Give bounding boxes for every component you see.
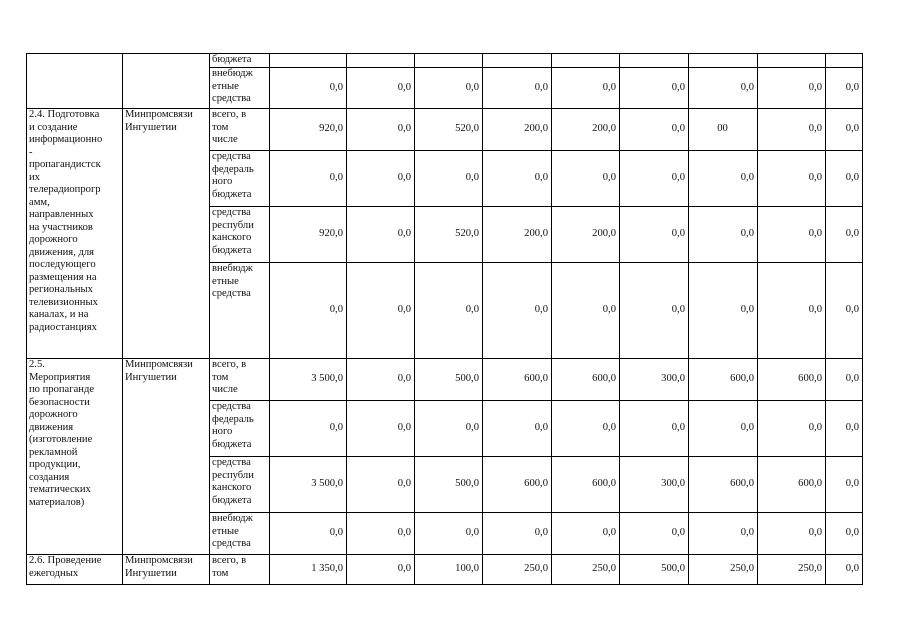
value-cell: 3 500,0 xyxy=(270,457,347,513)
value-cell: 250,0 xyxy=(689,555,758,585)
value-cell: 500,0 xyxy=(415,359,483,401)
table-row xyxy=(27,359,863,401)
value-cell: 100,0 xyxy=(415,555,483,585)
value-cell: 00 xyxy=(689,109,758,151)
value-cell: 250,0 xyxy=(552,555,620,585)
value-cell: 0,0 xyxy=(347,359,415,401)
value-cell: 0,0 xyxy=(758,263,826,359)
value-cell: 0,0 xyxy=(689,68,758,109)
funding-source-cell: средства республи канского бюджета xyxy=(210,207,270,263)
value-cell: 0,0 xyxy=(270,513,347,555)
value-cell: 0,0 xyxy=(689,401,758,457)
value-cell: 0,0 xyxy=(826,263,863,359)
value-cell: 0,0 xyxy=(620,263,689,359)
measure-cell: 2.5. Мероприятия по пропаганде безопасности дорожного движения (изготовление рекламной продукции, создания тематических материалов) xyxy=(27,359,123,555)
value-cell: 500,0 xyxy=(415,457,483,513)
value-cell: 0,0 xyxy=(552,401,620,457)
funding-source-cell: средства федераль ного бюджета xyxy=(210,401,270,457)
value-cell xyxy=(620,54,689,68)
value-cell: 0,0 xyxy=(483,263,552,359)
value-cell: 0,0 xyxy=(620,207,689,263)
value-cell: 200,0 xyxy=(483,109,552,151)
value-cell: 0,0 xyxy=(758,68,826,109)
value-cell: 0,0 xyxy=(620,401,689,457)
value-cell: 0,0 xyxy=(483,151,552,207)
measure-cell: 2.4. Подготовка и создание информационно - пропагандистск их телерадиопрогр амм, направленных на участников дорожного движения, для последующего размещения на региональных телевизионных каналах, и на радиостанциях xyxy=(27,109,123,359)
value-cell: 0,0 xyxy=(347,513,415,555)
value-cell: 0,0 xyxy=(620,513,689,555)
value-cell: 0,0 xyxy=(758,207,826,263)
value-cell: 0,0 xyxy=(758,401,826,457)
value-cell: 0,0 xyxy=(689,207,758,263)
value-cell xyxy=(270,54,347,68)
value-cell: 600,0 xyxy=(758,359,826,401)
value-cell: 600,0 xyxy=(483,359,552,401)
value-cell: 600,0 xyxy=(552,359,620,401)
funding-source-cell: средства республи канского бюджета xyxy=(210,457,270,513)
value-cell: 1 350,0 xyxy=(270,555,347,585)
value-cell: 250,0 xyxy=(758,555,826,585)
value-cell: 0,0 xyxy=(347,555,415,585)
value-cell: 0,0 xyxy=(483,401,552,457)
value-cell: 0,0 xyxy=(620,151,689,207)
executor-cell xyxy=(123,54,210,109)
value-cell: 920,0 xyxy=(270,109,347,151)
value-cell xyxy=(415,54,483,68)
value-cell: 600,0 xyxy=(689,457,758,513)
value-cell: 0,0 xyxy=(270,263,347,359)
table-row xyxy=(27,109,863,151)
value-cell: 0,0 xyxy=(415,68,483,109)
value-cell: 0,0 xyxy=(826,359,863,401)
value-cell: 0,0 xyxy=(552,263,620,359)
budget-table xyxy=(26,53,863,585)
value-cell: 0,0 xyxy=(347,263,415,359)
table-row xyxy=(27,555,863,585)
value-cell: 0,0 xyxy=(415,151,483,207)
value-cell: 0,0 xyxy=(347,109,415,151)
value-cell: 0,0 xyxy=(758,513,826,555)
value-cell: 0,0 xyxy=(826,109,863,151)
value-cell xyxy=(483,54,552,68)
value-cell xyxy=(552,54,620,68)
value-cell: 0,0 xyxy=(826,207,863,263)
value-cell xyxy=(347,54,415,68)
executor-cell: Минпромсвязи Ингушетии xyxy=(123,555,210,585)
funding-source-cell: внебюдж етные средства xyxy=(210,513,270,555)
value-cell xyxy=(758,54,826,68)
value-cell: 0,0 xyxy=(758,151,826,207)
value-cell: 0,0 xyxy=(415,401,483,457)
value-cell: 0,0 xyxy=(826,401,863,457)
funding-source-cell: средства федераль ного бюджета xyxy=(210,151,270,207)
value-cell: 0,0 xyxy=(347,457,415,513)
value-cell: 500,0 xyxy=(620,555,689,585)
measure-cell: 2.6. Проведение ежегодных xyxy=(27,555,123,585)
value-cell: 0,0 xyxy=(826,457,863,513)
value-cell: 0,0 xyxy=(689,151,758,207)
value-cell: 600,0 xyxy=(552,457,620,513)
funding-source-cell: всего, в том xyxy=(210,555,270,585)
value-cell: 0,0 xyxy=(270,401,347,457)
value-cell xyxy=(689,54,758,68)
value-cell: 520,0 xyxy=(415,109,483,151)
value-cell: 0,0 xyxy=(270,151,347,207)
executor-cell: Минпромсвязи Ингушетии xyxy=(123,109,210,359)
value-cell: 0,0 xyxy=(270,68,347,109)
funding-source-cell: всего, в том числе xyxy=(210,109,270,151)
value-cell: 0,0 xyxy=(826,151,863,207)
funding-source-cell: всего, в том числе xyxy=(210,359,270,401)
value-cell: 920,0 xyxy=(270,207,347,263)
value-cell: 200,0 xyxy=(552,109,620,151)
value-cell: 0,0 xyxy=(415,513,483,555)
value-cell: 0,0 xyxy=(483,68,552,109)
value-cell: 0,0 xyxy=(552,151,620,207)
value-cell: 0,0 xyxy=(620,109,689,151)
value-cell: 0,0 xyxy=(826,513,863,555)
funding-source-cell: внебюдж етные средства xyxy=(210,263,270,359)
value-cell: 520,0 xyxy=(415,207,483,263)
value-cell: 0,0 xyxy=(347,68,415,109)
value-cell: 0,0 xyxy=(758,109,826,151)
value-cell: 250,0 xyxy=(483,555,552,585)
value-cell: 0,0 xyxy=(552,68,620,109)
table-row xyxy=(27,54,863,68)
value-cell: 0,0 xyxy=(689,263,758,359)
value-cell: 300,0 xyxy=(620,457,689,513)
value-cell: 0,0 xyxy=(826,68,863,109)
value-cell: 600,0 xyxy=(689,359,758,401)
value-cell: 3 500,0 xyxy=(270,359,347,401)
value-cell: 0,0 xyxy=(415,263,483,359)
value-cell: 600,0 xyxy=(758,457,826,513)
measure-cell xyxy=(27,54,123,109)
value-cell: 0,0 xyxy=(483,513,552,555)
value-cell: 200,0 xyxy=(483,207,552,263)
executor-cell: Минпромсвязи Ингушетии xyxy=(123,359,210,555)
value-cell: 300,0 xyxy=(620,359,689,401)
value-cell: 0,0 xyxy=(552,513,620,555)
value-cell: 0,0 xyxy=(347,151,415,207)
value-cell: 600,0 xyxy=(483,457,552,513)
value-cell: 0,0 xyxy=(347,401,415,457)
value-cell: 200,0 xyxy=(552,207,620,263)
value-cell xyxy=(826,54,863,68)
value-cell: 0,0 xyxy=(826,555,863,585)
funding-source-cell: бюджета xyxy=(210,54,270,68)
value-cell: 0,0 xyxy=(620,68,689,109)
funding-source-cell: внебюдж етные средства xyxy=(210,68,270,109)
value-cell: 0,0 xyxy=(347,207,415,263)
value-cell: 0,0 xyxy=(689,513,758,555)
